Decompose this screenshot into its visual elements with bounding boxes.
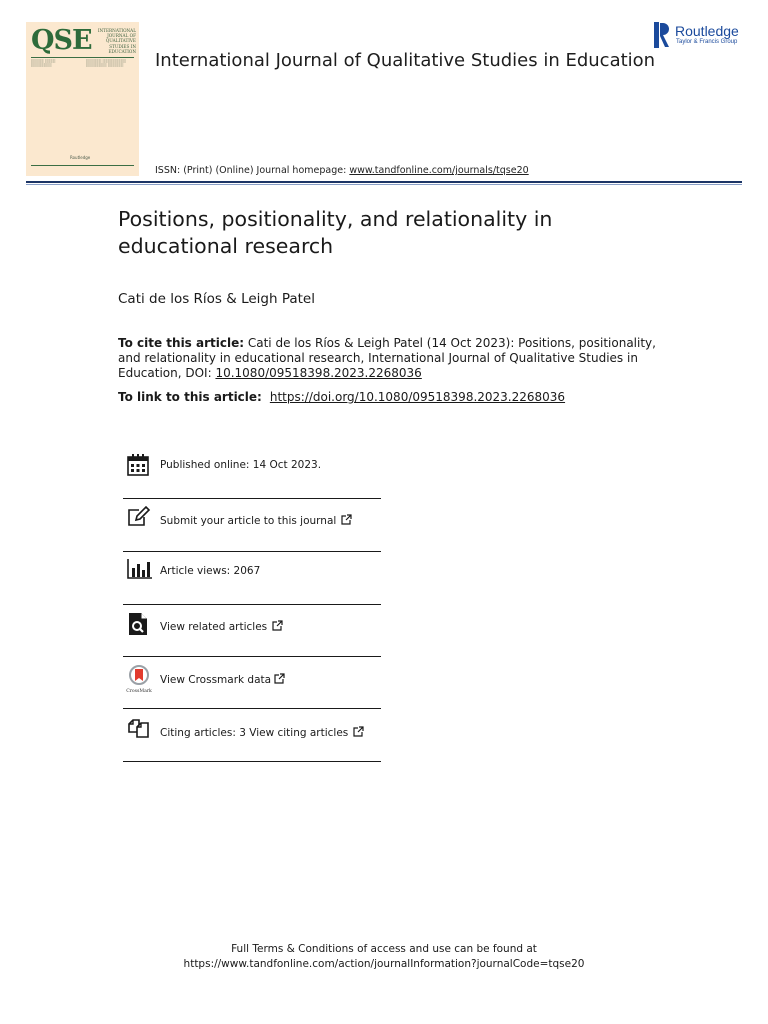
publisher-logo — [654, 22, 746, 50]
header-divider-light — [26, 184, 742, 185]
info-published — [123, 450, 381, 498]
link-label: To link to this article: — [118, 390, 267, 404]
external-link-icon — [272, 620, 283, 631]
bar-chart-icon — [127, 559, 153, 579]
crossmark-label: View Crossmark data — [160, 674, 272, 686]
article-info-list — [123, 450, 381, 770]
footer-terms: Full Terms & Conditions of access and use can be found at — [231, 943, 537, 955]
crossmark-icon-label: CrossMark — [126, 689, 152, 694]
external-link-icon — [341, 514, 352, 525]
article-doi-url[interactable]: https://doi.org/10.1080/09518398.2023.2268036 — [269, 390, 566, 404]
published-date: Published online: 14 Oct 2023. — [160, 459, 322, 471]
cover-rule — [31, 57, 134, 58]
citation — [118, 336, 658, 381]
cite-label: To cite this article: — [118, 336, 245, 350]
footer-url[interactable]: https://www.tandfonline.com/action/journalInformation?journalCode=tqse20 — [183, 958, 585, 970]
calendar-icon — [127, 454, 149, 476]
article-link-line — [118, 390, 565, 404]
edit-icon — [127, 506, 151, 528]
journal-cover — [26, 22, 139, 176]
crossmark-icon — [126, 665, 152, 694]
crossmark-link[interactable] — [160, 673, 285, 686]
crossmark-badge-icon — [126, 665, 152, 687]
journal-title: International Journal of Qualitative Studies in Education — [155, 50, 656, 71]
info-divider — [123, 551, 381, 552]
info-divider — [123, 656, 381, 657]
issn-line — [155, 165, 529, 176]
info-views — [123, 556, 381, 603]
info-submit[interactable] — [123, 504, 381, 550]
issn-label: ISSN: (Print) (Online) Journal homepage: — [155, 165, 350, 176]
info-citing[interactable] — [123, 714, 381, 762]
article-authors: Cati de los Ríos & Leigh Patel — [118, 291, 315, 307]
cover-brand: Routledge — [70, 155, 91, 160]
submit-label: Submit your article to this journal — [160, 515, 337, 527]
cover-editor-text: ░░░░░░ ░░░░░░░░░ ░░░░░░░░ ░░░░░░ — [86, 59, 127, 68]
related-articles-link[interactable] — [160, 620, 283, 633]
header-divider — [26, 181, 742, 183]
info-divider — [123, 498, 381, 499]
cover-title: INTERNATIONAL JOURNAL OF QUALITATIVE STUDIES IN EDUCATION — [97, 28, 136, 54]
external-link-icon — [274, 673, 285, 684]
info-divider — [123, 708, 381, 709]
related-label: View related articles — [160, 621, 268, 633]
info-divider — [123, 604, 381, 605]
article-title: Positions, positionality, and relationality in educational research — [118, 207, 553, 258]
info-divider — [123, 761, 381, 762]
routledge-mark-icon — [654, 22, 670, 48]
journal-homepage-link[interactable]: www.tandfonline.com/journals/tqse20 — [349, 165, 529, 176]
document-search-icon — [127, 612, 149, 636]
cover-volume-text: ░░░░░ ░░░░ ░░░░░░░░ — [31, 59, 56, 68]
publisher-sub: Taylor & Francis Group — [676, 39, 738, 45]
publisher-name: Routledge — [675, 23, 739, 39]
info-related[interactable] — [123, 608, 381, 656]
citing-documents-icon — [127, 717, 151, 739]
article-views: Article views: 2067 — [160, 565, 261, 577]
doi-link[interactable]: 10.1080/09518398.2023.2268036 — [215, 366, 422, 380]
submit-article-link[interactable] — [160, 514, 352, 527]
citing-articles-link[interactable] — [160, 726, 364, 739]
cover-logo: QSE — [31, 25, 92, 56]
cover-rule-bottom — [31, 165, 134, 166]
footer — [0, 942, 768, 972]
external-link-icon — [353, 726, 364, 737]
cite-text: Cati de los Ríos & Leigh Patel (14 Oct 2023): Positions, positionality, and relationality in educational research, International Journal of Qualitative Studies in Education, DOI: — [118, 336, 656, 380]
info-crossmark[interactable] — [123, 662, 381, 708]
citing-label: Citing articles: 3 View citing articles — [160, 727, 349, 739]
